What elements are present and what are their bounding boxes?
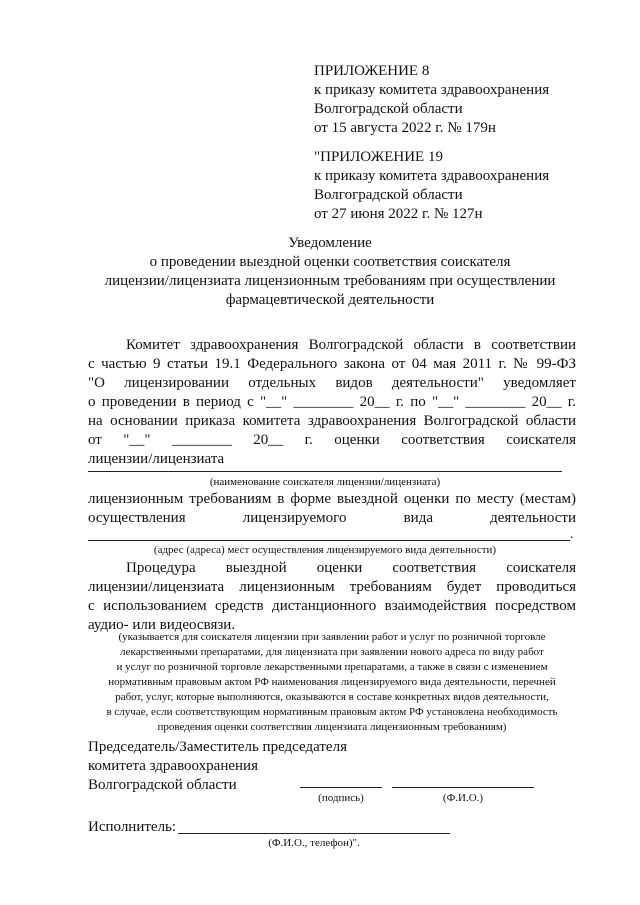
executor-label: Исполнитель:: [88, 819, 177, 835]
body-line: от "__" ________ 20__ г. оценки соответствия соискателя: [88, 432, 576, 448]
appendix-8-line: от 15 августа 2022 г. № 179н: [314, 120, 496, 136]
body-line: аудио- или видеосвязи.: [88, 617, 236, 633]
body-line: на основании приказа комитета здравоохранения Волгоградской области: [88, 413, 576, 429]
notice-subtitle-line: лицензии/лицензиата лицензионным требованиям при осуществлении: [104, 273, 556, 289]
body-line: "О лицензировании отдельных видов деятельности" уведомляет: [88, 375, 576, 391]
note-line: лекарственными препаратами, для лицензиата при заявлении нового адреса по виду работ: [120, 646, 544, 658]
signature-field: [300, 787, 382, 788]
body-line: с использованием средств дистанционного взаимодействия посредством: [88, 598, 576, 614]
body-line: с частью 9 статьи 19.1 Федерального закона от 04 мая 2011 г. № 99-ФЗ: [88, 356, 576, 372]
signatory-title: комитета здравоохранения: [88, 758, 258, 774]
body-line: лицензии/лицензиата: [88, 451, 225, 467]
signatory-title: Волгоградской области: [88, 777, 237, 793]
notice-title: Уведомление: [288, 235, 372, 251]
note-line: и услуг по розничной торговле лекарственными препаратами, а также в связи с изменением: [116, 661, 548, 673]
address-period: .: [570, 527, 574, 542]
appendix-8-title: ПРИЛОЖЕНИЕ 8: [314, 63, 430, 79]
appendix-8-line: к приказу комитета здравоохранения: [314, 82, 550, 98]
signature-caption: (подпись): [318, 792, 364, 804]
body-line: лицензионным требованиям в форме выездной оценки по месту (местам): [88, 491, 576, 507]
note-line: нормативным правовым актом РФ наименования лицензируемого вида деятельности, перечней: [108, 676, 556, 688]
note-line: проведения оценки соответствия лицензиата лицензионным требованиям): [157, 721, 507, 733]
appendix-19-line: Волгоградской области: [314, 187, 463, 203]
note-line: работ, услуг, которые выполняются, оказываются в составе конкретных видов деятельности,: [115, 691, 549, 703]
notice-subtitle-line: о проведении выездной оценки соответствия соискателя: [149, 254, 511, 270]
signatory-title: Председатель/Заместитель председателя: [88, 739, 347, 755]
body-line: Комитет здравоохранения Волгоградской области в соответствии: [126, 337, 576, 353]
appendix-19-line: от 27 июня 2022 г. № 127н: [314, 206, 483, 222]
body-line: осуществления лицензируемого вида деятельности: [88, 510, 576, 526]
body-line: Процедура выездной оценки соответствия соискателя: [126, 560, 576, 576]
applicant-name-field: [88, 471, 562, 472]
appendix-8-line: Волгоградской области: [314, 101, 463, 117]
signatory-name-field: [392, 787, 534, 788]
notice-subtitle-line: фармацевтической деятельности: [225, 292, 435, 308]
executor-field: [178, 833, 450, 834]
address-field: [88, 540, 570, 541]
applicant-name-caption: (наименование соискателя лицензии/лицензиата): [209, 476, 441, 488]
appendix-19-title: "ПРИЛОЖЕНИЕ 19: [314, 149, 443, 165]
note-line: в случае, если соответствующим нормативным правовым актом РФ установлена необходимость: [106, 706, 558, 718]
note-line: (указывается для соискателя лицензии при заявлении работ и услуг по розничной торговле: [118, 631, 546, 643]
body-line: о проведении в период с "__" ________ 20__ г. по "__" ________ 20__ г.: [88, 394, 576, 410]
signatory-name-caption: (Ф.И.О.): [442, 792, 484, 804]
body-line: лицензии/лицензиата лицензионным требованиям будет проводиться: [88, 579, 576, 595]
executor-caption: (Ф.И.О., телефон)".: [268, 837, 360, 849]
address-caption: (адрес (адреса) мест осуществления лицензируемого вида деятельности): [153, 544, 497, 556]
appendix-19-line: к приказу комитета здравоохранения: [314, 168, 550, 184]
